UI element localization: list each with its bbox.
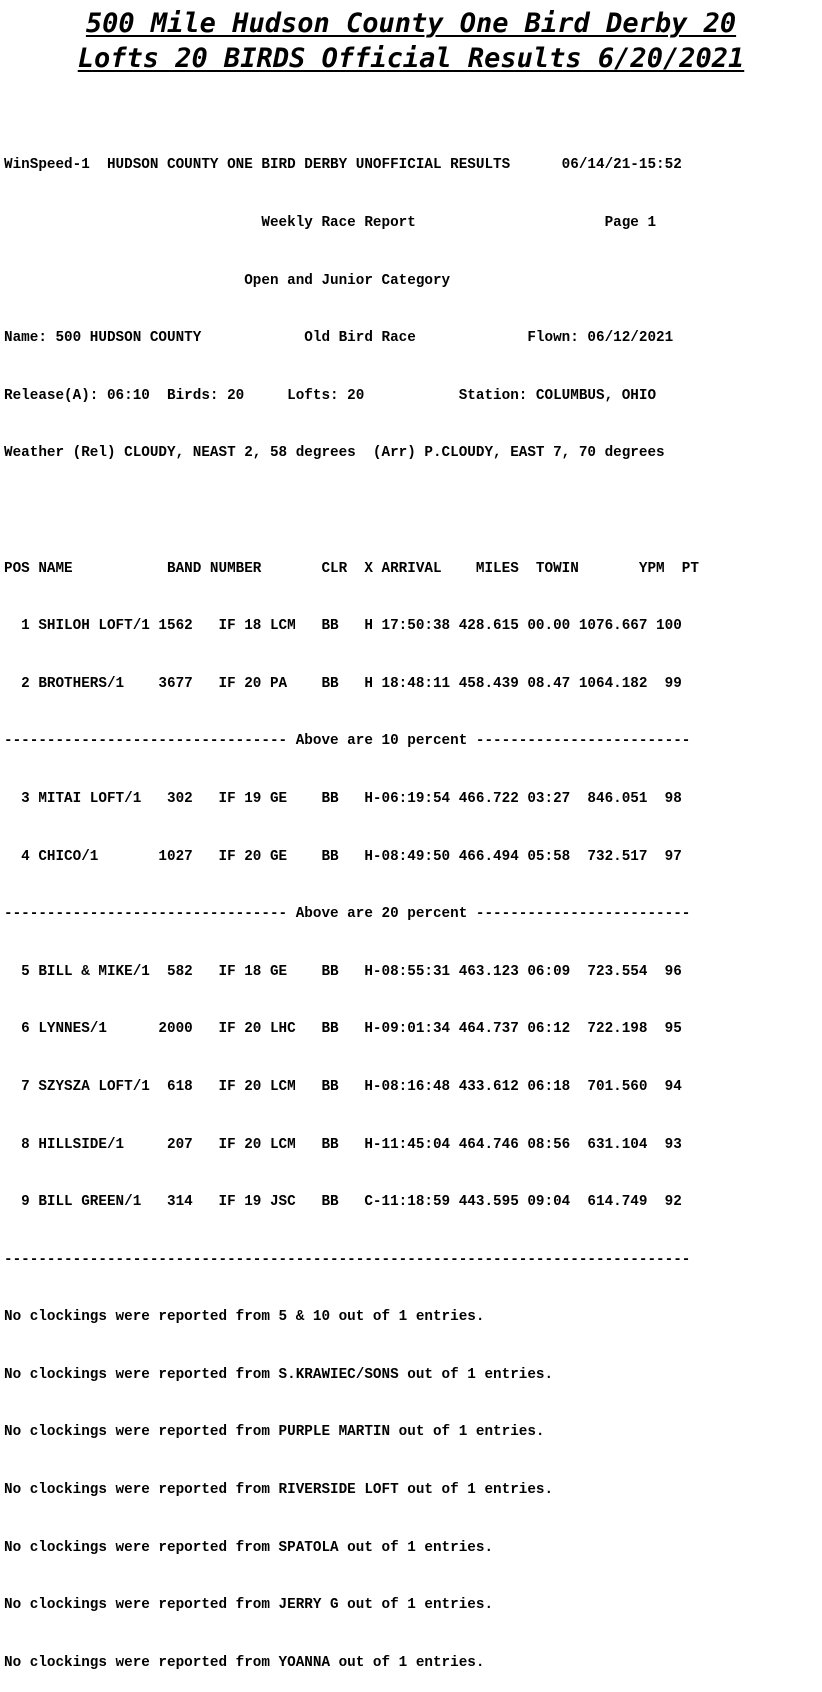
- report-weather-line: Weather (Rel) CLOUDY, NEAST 2, 58 degrees (Arr) P.CLOUDY, EAST 7, 70 degrees: [4, 445, 665, 462]
- list-item: No clockings were reported from RIVERSIDE LOFT out of 1 entries.: [4, 1482, 554, 1499]
- table-row: 1 SHILOH LOFT/1 1562 IF 18 LCM BB H 17:50:38 428.615 00.00 1076.667 100: [4, 618, 682, 635]
- race-report: [4, 118, 699, 1692]
- section-divider: --------------------------------------------------------------------------------: [4, 1251, 691, 1268]
- list-item: No clockings were reported from JERRY G out of 1 entries.: [4, 1597, 494, 1614]
- report-release-line: Release(A): 06:10 Birds: 20 Lofts: 20 Station: COLUMBUS, OHIO: [4, 387, 657, 404]
- report-name-line: Name: 500 HUDSON COUNTY Old Bird Race Flown: 06/12/2021: [4, 330, 674, 347]
- spacer: [4, 502, 699, 521]
- banner-title-line-2: Lofts 20 BIRDS Official Results 6/20/2021: [77, 43, 745, 74]
- table-row: 2 BROTHERS/1 3677 IF 20 PA BB H 18:48:11 458.439 08.47 1064.182 99: [4, 675, 682, 692]
- banner-title-line-1: 500 Mile Hudson County One Bird Derby 20: [85, 8, 737, 39]
- list-item: No clockings were reported from SPATOLA out of 1 entries.: [4, 1539, 494, 1556]
- banner-line-2: [0, 41, 822, 76]
- banner-line-1: [0, 6, 822, 41]
- results-banner: [0, 6, 822, 76]
- table-row: 3 MITAI LOFT/1 302 IF 19 GE BB H-06:19:54 466.722 03:27 846.051 98: [4, 790, 682, 807]
- percent-divider: --------------------------------- Above are 10 percent -------------------------: [4, 733, 691, 750]
- list-item: No clockings were reported from PURPLE MARTIN out of 1 entries.: [4, 1424, 545, 1441]
- table-row: 6 LYNNES/1 2000 IF 20 LHC BB H-09:01:34 464.737 06:12 722.198 95: [4, 1021, 682, 1038]
- table-row: 9 BILL GREEN/1 314 IF 19 JSC BB C-11:18:59 443.595 09:04 614.749 92: [4, 1194, 682, 1211]
- list-item: No clockings were reported from S.KRAWIEC/SONS out of 1 entries.: [4, 1366, 554, 1383]
- table-row: 8 HILLSIDE/1 207 IF 20 LCM BB H-11:45:04 464.746 08:56 631.104 93: [4, 1136, 682, 1153]
- percent-divider: --------------------------------- Above are 20 percent -------------------------: [4, 906, 691, 923]
- report-category-line: Open and Junior Category: [4, 272, 451, 289]
- table-row: 5 BILL & MIKE/1 582 IF 18 GE BB H-08:55:31 463.123 06:09 723.554 96: [4, 963, 682, 980]
- table-row: 7 SZYSZA LOFT/1 618 IF 20 LCM BB H-08:16:48 433.612 06:18 701.560 94: [4, 1078, 682, 1095]
- list-item: No clockings were reported from YOANNA out of 1 entries.: [4, 1654, 485, 1671]
- table-row: 4 CHICO/1 1027 IF 20 GE BB H-08:49:50 466.494 05:58 732.517 97: [4, 848, 682, 865]
- list-item: No clockings were reported from 5 & 10 out of 1 entries.: [4, 1309, 485, 1326]
- report-type-line: Weekly Race Report Page 1: [4, 215, 657, 231]
- results-column-header: POS NAME BAND NUMBER CLR X ARRIVAL MILES TOWIN YPM PT: [4, 560, 699, 577]
- report-program-line: WinSpeed-1 HUDSON COUNTY ONE BIRD DERBY UNOFFICIAL RESULTS 06/14/21-15:52: [4, 157, 682, 174]
